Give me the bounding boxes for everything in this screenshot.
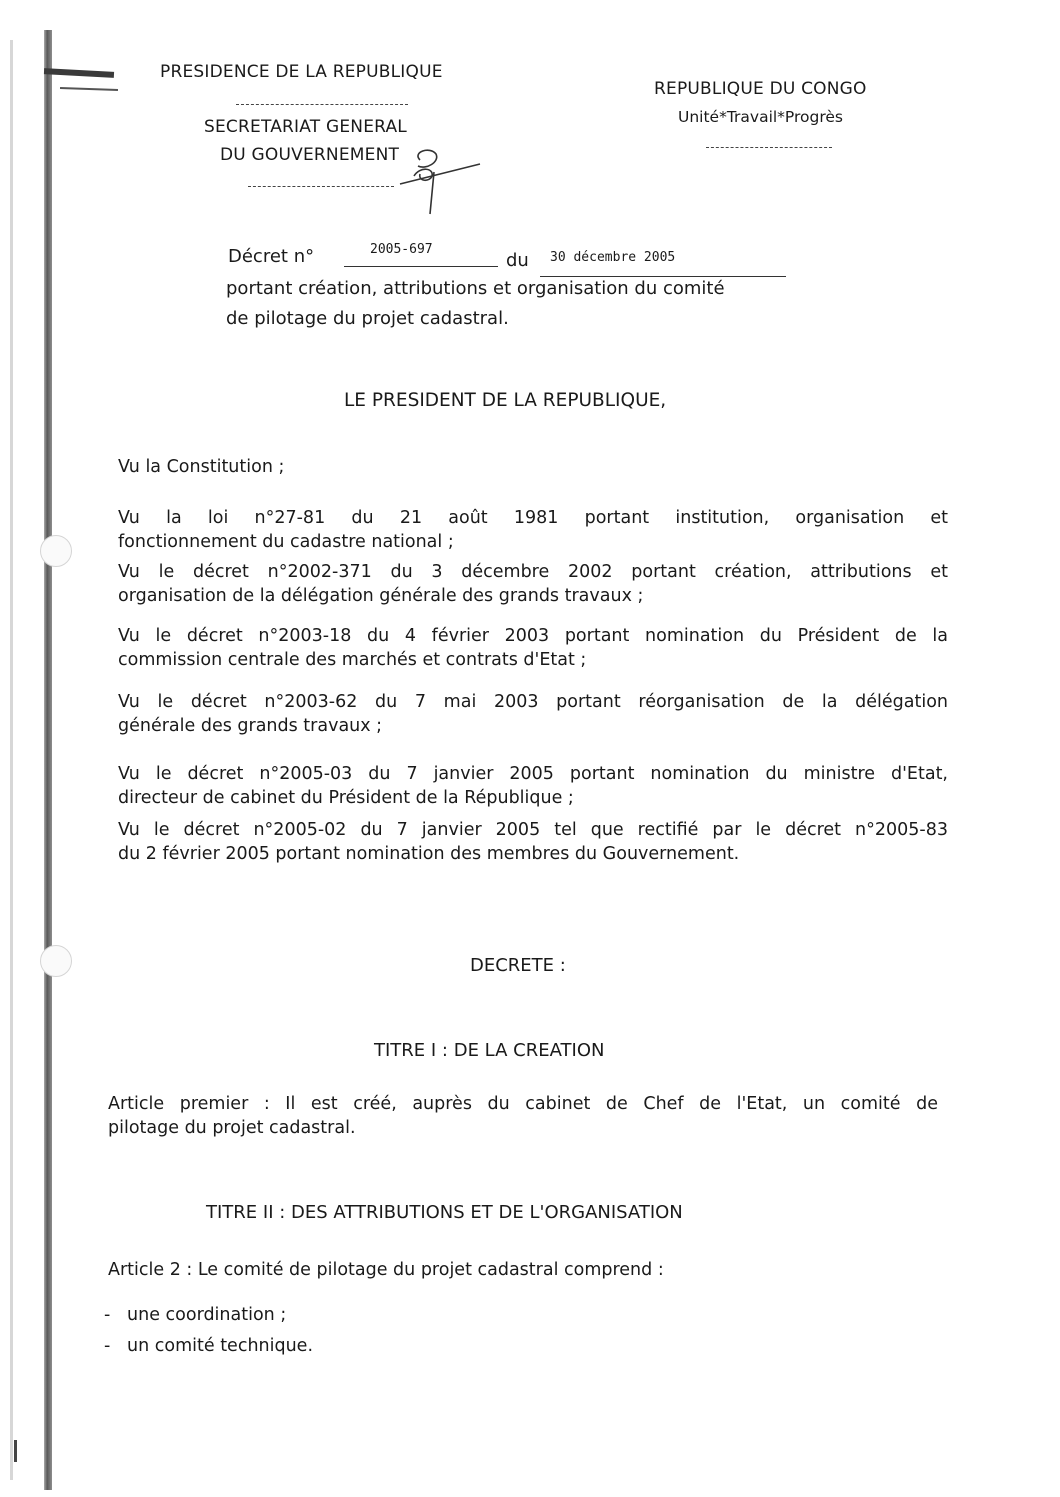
header-motto: Unité*Travail*Progrès <box>678 108 844 126</box>
titre1-heading: TITRE I : DE LA CREATION <box>374 1040 605 1061</box>
header-dash <box>706 147 832 148</box>
decree-date-underline <box>540 276 786 277</box>
consideration-text: Vu le décret n°2002-371 du 3 décembre 2002 portant création, attributions et <box>118 562 948 582</box>
decree-du: du <box>506 250 529 271</box>
list-item: - un comité technique. <box>104 1336 314 1356</box>
scan-edge-mark <box>14 1440 17 1462</box>
consideration-text: directeur de cabinet du Président de la République ; <box>118 788 574 808</box>
consideration <box>118 624 948 672</box>
consideration <box>118 506 948 554</box>
header-gouvernement: DU GOUVERNEMENT <box>220 145 400 165</box>
list-item-text: un comité technique. <box>127 1336 314 1356</box>
decree-label: Décret n° <box>228 246 315 267</box>
binding-mark <box>44 68 114 78</box>
header-republique: REPUBLIQUE DU CONGO <box>654 79 867 99</box>
consideration-text: Vu le décret n°2003-18 du 4 février 2003 portant nomination du Président de la <box>118 626 948 646</box>
decree-number: 2005-697 <box>370 242 433 257</box>
consideration-text: fonctionnement du cadastre national ; <box>118 532 454 552</box>
consideration <box>118 560 948 608</box>
consideration-text: générale des grands travaux ; <box>118 716 383 736</box>
consideration <box>118 762 948 810</box>
decrete-heading: DECRETE : <box>470 955 566 976</box>
header-presidence: PRESIDENCE DE LA REPUBLIQUE <box>160 62 443 82</box>
president-heading: LE PRESIDENT DE LA REPUBLIQUE, <box>344 390 667 411</box>
consideration-text: Vu la loi n°27-81 du 21 août 1981 portant institution, organisation et <box>118 508 948 528</box>
handwritten-initials <box>390 142 490 222</box>
article2-text: Article 2 : Le comité de pilotage du projet cadastral comprend : <box>108 1260 664 1280</box>
consideration-text: du 2 février 2005 portant nomination des membres du Gouvernement. <box>118 844 740 864</box>
binding-mark <box>60 87 118 91</box>
article1-text: pilotage du projet cadastral. <box>108 1118 356 1138</box>
decree-subject-line1: portant création, attributions et organisation du comité <box>226 278 725 299</box>
punch-hole <box>40 945 72 977</box>
consideration-text: organisation de la délégation générale des grands travaux ; <box>118 586 644 606</box>
decree-subject-line2: de pilotage du projet cadastral. <box>226 308 509 329</box>
article1-text: Article premier : Il est créé, auprès du cabinet de Chef de l'Etat, un comité de <box>108 1094 938 1114</box>
header-secretariat: SECRETARIAT GENERAL <box>204 117 407 137</box>
consideration <box>118 818 948 866</box>
header-dash <box>248 186 394 187</box>
consideration-text: Vu le décret n°2005-03 du 7 janvier 2005 portant nomination du ministre d'Etat, <box>118 764 948 784</box>
scan-edge-shadow <box>10 40 13 1480</box>
decree-date: 30 décembre 2005 <box>550 250 676 265</box>
consideration <box>118 690 948 738</box>
titre2-heading: TITRE II : DES ATTRIBUTIONS ET DE L'ORGANISATION <box>206 1202 683 1223</box>
header-dash <box>236 104 408 105</box>
consideration-text: Vu la Constitution ; <box>118 457 285 477</box>
punch-hole <box>40 535 72 567</box>
article1 <box>108 1092 938 1140</box>
consideration-text: Vu le décret n°2003-62 du 7 mai 2003 portant réorganisation de la délégation <box>118 692 948 712</box>
binding-edge <box>44 30 52 1490</box>
list-item: - une coordination ; <box>104 1305 287 1325</box>
consideration-text: Vu le décret n°2005-02 du 7 janvier 2005 tel que rectifié par le décret n°2005-83 <box>118 820 948 840</box>
decree-number-underline <box>344 266 498 267</box>
consideration-text: commission centrale des marchés et contrats d'Etat ; <box>118 650 587 670</box>
list-item-text: une coordination ; <box>127 1305 287 1325</box>
consideration <box>118 455 948 479</box>
